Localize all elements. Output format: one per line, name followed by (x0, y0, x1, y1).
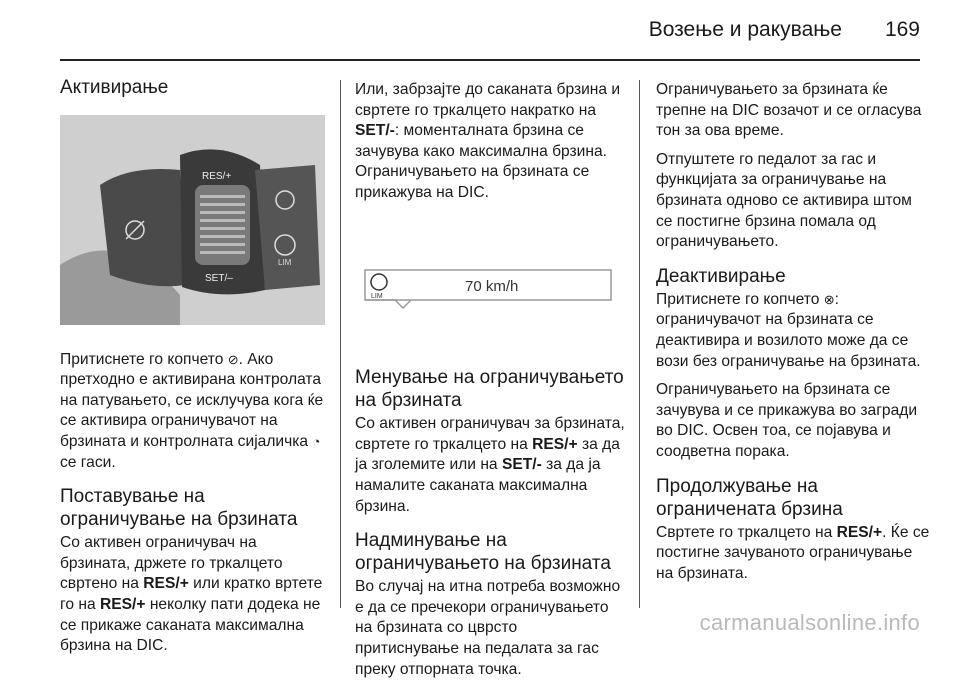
paragraph-stored-limit: Ограничувањето на брзината се зачувува и се прикажува во загради во DIC. Освен тоа, се појавува и соодветна порака. (656, 381, 918, 460)
paragraph-release-pedal: Отпуштете го педалот за гас и функцијата за ограничување на брзината одново се активира штом се постигне брзина помала од ограничувањето. (656, 150, 912, 251)
cruise-control-indicator-icon: ◔ (312, 433, 321, 449)
heading-deactivation: Деактивирање (656, 265, 786, 287)
page-number: 169 (884, 18, 920, 41)
heading-exceed-limit: Надминување на ограничувањето на брзината (355, 530, 611, 575)
heading-set-limit: Поставување на ограничување на брзината (60, 486, 298, 531)
speed-limiter-button-icon: ⊘ (227, 351, 239, 367)
watermark: carmanualsonline.info (699, 610, 920, 635)
column-divider-1 (340, 80, 341, 608)
cancel-button-icon: ⊗ (823, 291, 835, 307)
display-lim: LIM (371, 292, 383, 300)
set-label: SET/– (205, 273, 233, 284)
paragraph-resume-limit: Свртете го тркалцето на RES/+. Ќе се постигне зачуваното ограничување на брзината. (656, 523, 930, 582)
heading-change-limit: Менување на ограничувањето на брзината (355, 367, 624, 412)
paragraph-flash-warning: Ограничувањето за брзината ќе трепне на DIC возачот и се огласува тон за ова време. (656, 81, 922, 140)
res-label: RES/+ (202, 171, 232, 182)
lim-label: LIM (278, 258, 292, 267)
paragraph-exceed-limit: Во случај на итна потреба возможно е да се пречекори ограничувањето на брзината со цврсто притиснување на педалата за гас преку отпорната точка. (355, 578, 621, 678)
steering-wheel-controls-photo (60, 115, 325, 325)
column-3 (656, 80, 931, 592)
column-divider-2 (639, 80, 640, 608)
heading-activation: Активирање (60, 77, 169, 98)
paragraph-change-limit: Со активен ограничувач за брзината, свртете го тркалцето на RES/+ за да ја зголемите или на SET/- за да ја намалите саканата максимална брзина. (355, 415, 625, 515)
paragraph-activation: Притиснете го копчето ⊘. Ако претходно е активирана контролата на патувањето, се исклучува кога ќе се активира ограничувачот на брзината и контролната сијаличка ◔ се гаси. (60, 350, 324, 471)
dic-display-illustration (355, 242, 615, 332)
header-rule (60, 59, 920, 61)
header-title: Возење и ракување (648, 18, 842, 41)
column-1 (60, 76, 325, 665)
column-2 (355, 80, 625, 688)
display-speed: 70 km/h (465, 277, 519, 295)
paragraph-deactivation: Притиснете го копчето ⊗: ограничувачот на брзината се деактивира и возилото може да се вози без ограничување на брзината. (656, 290, 921, 370)
paragraph-set-limit: Со активен ограничувач на брзината, држете го тркалцето свртено на RES/+ или кратко вртете го на RES/+ неколку пати додека не се прикаже саканата максимална брзина на DIC. (60, 534, 323, 655)
paragraph-set-current: Или, забрзајте до саканата брзина и свртете го тркалцето накратко на SET/-: моменталната брзина се зачувува како максимална брзина. Ограничувањето на брзината се прикажува на DIC. (355, 81, 621, 201)
heading-resume-limit: Продолжување на ограничената брзина (656, 475, 843, 520)
